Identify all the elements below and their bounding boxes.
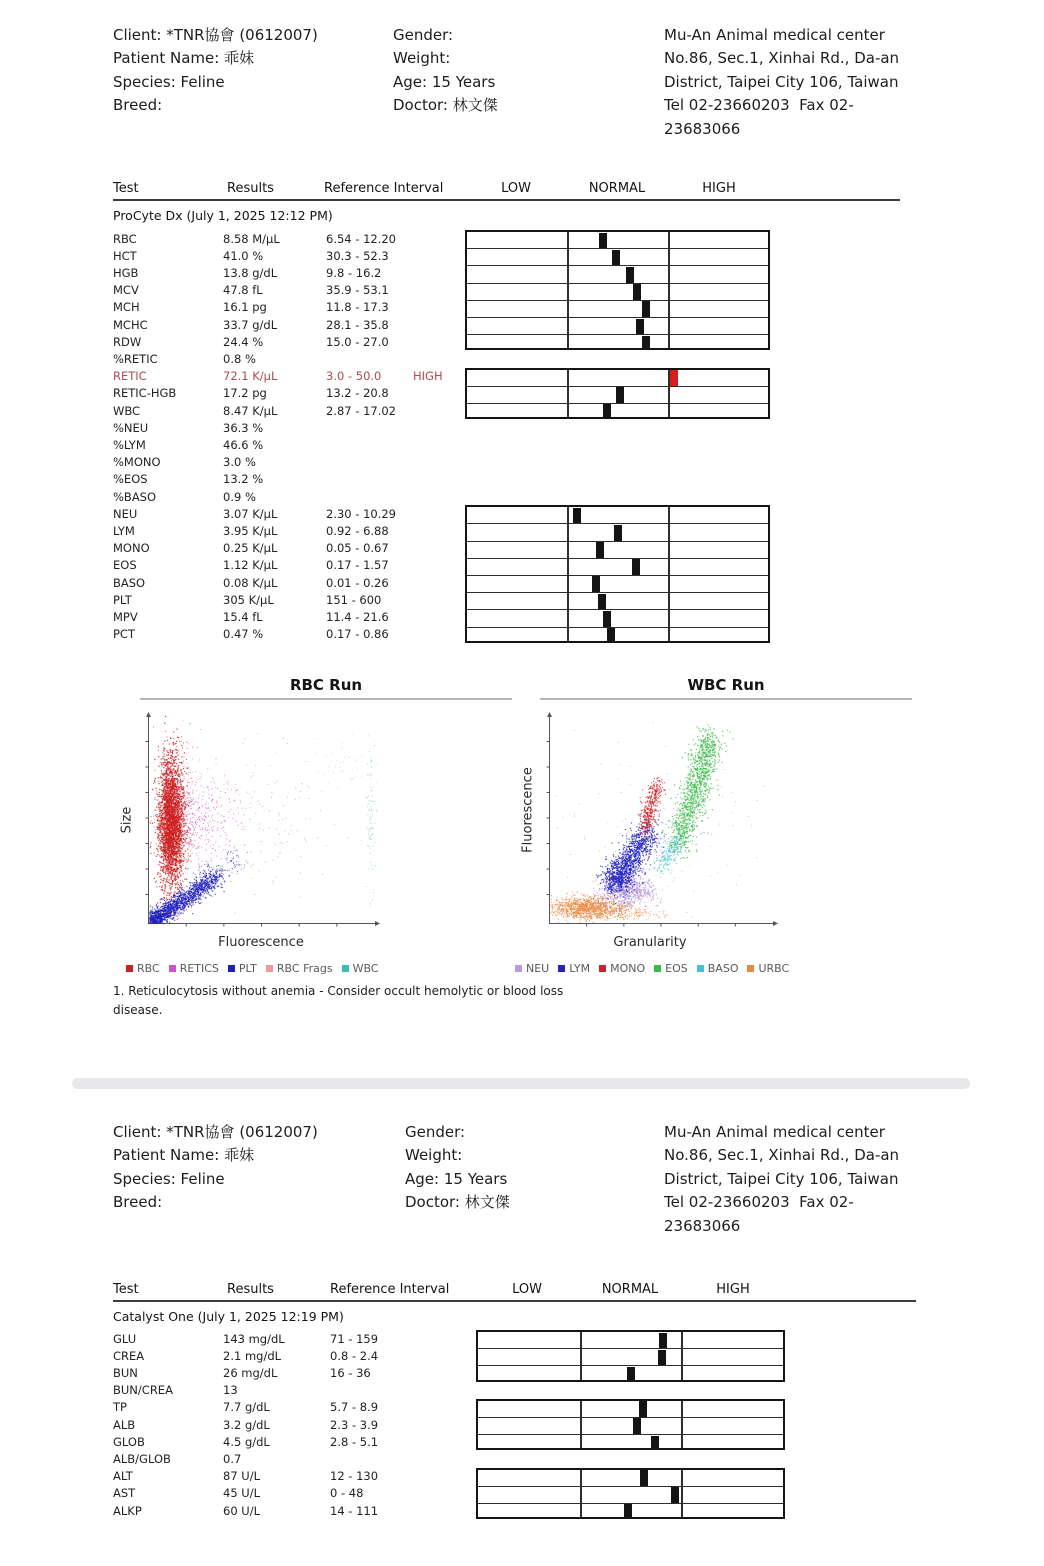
table-row-test: TP (113, 1400, 127, 1415)
result-marker (599, 233, 607, 249)
table-row-test: BASO (113, 575, 146, 590)
table-row-ref: 0.01 - 0.26 (326, 575, 389, 590)
range-bar-block (476, 1468, 785, 1520)
table-row-test: HCT (113, 248, 137, 263)
legend-item (342, 962, 379, 975)
table-row-ref: 2.8 - 5.1 (330, 1434, 379, 1449)
header-rule-page1 (113, 199, 900, 201)
table-row-ref: 0.17 - 0.86 (326, 627, 389, 642)
result-marker (573, 508, 581, 524)
interpretive-note: 1. Reticulocytosis without anemia - Consider occult hemolytic or blood loss disease. (113, 984, 564, 1017)
range-bar-row-divider (467, 300, 768, 301)
legend-label: MONO (610, 962, 646, 975)
table-row-result: 47.8 fL (223, 283, 263, 298)
legend-label: RBC Frags (276, 962, 333, 975)
column-header-normal: NORMAL (588, 181, 646, 196)
table-row-test: CREA (113, 1348, 145, 1363)
table-row-test: %NEU (113, 420, 149, 435)
header-line: Mu-An Animal medical center (664, 26, 885, 44)
rbc-run-ylabel: Size (119, 806, 135, 834)
rbc-run-legend (126, 962, 379, 975)
wbc-run-scatter (543, 712, 778, 930)
header-line: Client: *TNR協會 (0612007) (113, 1123, 318, 1141)
table-row-ref: 15.0 - 27.0 (326, 334, 389, 349)
header-line: Tel 02-23660203 Fax 02- (664, 96, 854, 115)
result-marker (592, 576, 600, 592)
table-row-test: AST (113, 1486, 136, 1501)
table-row-ref: 16 - 36 (330, 1365, 371, 1380)
range-zone-divider (681, 1332, 683, 1380)
legend-item (599, 962, 645, 975)
result-marker (633, 1418, 641, 1434)
result-marker (598, 594, 606, 610)
legend-swatch (599, 965, 606, 972)
column-header-low-2: LOW (512, 1282, 542, 1297)
column-header-results: Results (227, 181, 274, 196)
legend-swatch (654, 965, 661, 972)
table-row-test: PCT (113, 627, 135, 642)
result-marker (670, 370, 678, 386)
table-row-test: LYM (113, 523, 135, 538)
header-line: 23683066 (664, 119, 741, 138)
legend-label: RBC (137, 962, 160, 975)
legend-swatch (169, 965, 176, 972)
table-row-test: RETIC-HGB (113, 386, 177, 401)
table-row-ref: 28.1 - 35.8 (326, 317, 389, 332)
header-line: Patient Name: 乖妹 (113, 49, 255, 68)
wbc-run-legend (515, 962, 789, 975)
column-header-high: HIGH (702, 181, 736, 196)
wbc-run-ylabel: Fluorescence (520, 767, 536, 853)
range-bar-block (476, 1399, 785, 1451)
legend-label: WBC (352, 962, 379, 975)
header-line: No.86, Sec.1, Xinhai Rd., Da-an (664, 1146, 900, 1165)
table-row-ref: 2.30 - 10.29 (326, 506, 396, 521)
table-row-ref: 5.7 - 8.9 (330, 1400, 379, 1415)
table-row-result: 0.7 (223, 1451, 242, 1466)
table-row-result: 13.2 % (223, 472, 264, 487)
range-zone-divider (567, 370, 569, 418)
table-row-test: HGB (113, 265, 139, 280)
table-row-ref: 3.0 - 50.0 (326, 369, 382, 384)
header-line: Gender: (393, 26, 454, 44)
table-row-ref: 0.8 - 2.4 (330, 1348, 379, 1363)
table-row-test: ALB (113, 1417, 136, 1432)
range-bar-row-divider (467, 575, 768, 576)
range-bar-row-divider (478, 1486, 783, 1487)
table-row-test: MCV (113, 283, 139, 298)
table-row-result: 2.1 mg/dL (223, 1348, 282, 1363)
table-row-flag: HIGH (413, 369, 443, 384)
table-row-result: 305 K/µL (223, 592, 274, 607)
range-zone-divider (567, 507, 569, 641)
legend-item (697, 962, 739, 975)
result-marker (632, 559, 640, 575)
legend-swatch (747, 965, 754, 972)
table-row-test: MONO (113, 541, 150, 556)
legend-label: EOS (665, 962, 688, 975)
result-marker (659, 1333, 667, 1349)
table-row-test: WBC (113, 403, 141, 418)
result-marker (642, 301, 650, 317)
wbc-run-title-rule (540, 698, 912, 700)
result-marker (603, 404, 611, 419)
legend-item (126, 962, 160, 975)
table-row-test: NEU (113, 506, 138, 521)
range-bar-row-divider (467, 592, 768, 593)
range-bar-block (465, 505, 770, 643)
range-bar-row-divider (478, 1348, 783, 1349)
legend-label: BASO (707, 962, 739, 975)
table-row-result: 0.47 % (223, 627, 264, 642)
header-line: Client: *TNR協會 (0612007) (113, 26, 318, 44)
page-separator (72, 1078, 970, 1089)
table-row-ref: 0.05 - 0.67 (326, 541, 389, 556)
result-marker (651, 1436, 659, 1451)
table-row-test: %LYM (113, 437, 146, 452)
header-line: Patient Name: 乖妹 (113, 1146, 255, 1165)
table-row-test: MPV (113, 609, 138, 624)
table-row-ref: 30.3 - 52.3 (326, 248, 389, 263)
header-line: No.86, Sec.1, Xinhai Rd., Da-an (664, 49, 900, 68)
legend-label: LYM (569, 962, 591, 975)
legend-label: NEU (526, 962, 550, 975)
legend-label: URBC (758, 962, 790, 975)
legend-swatch (342, 965, 349, 972)
header-line: Breed: (113, 1193, 163, 1212)
table-row-test: ALB/GLOB (113, 1451, 171, 1466)
table-row-ref: 9.8 - 16.2 (326, 265, 382, 280)
table-row-result: 7.7 g/dL (223, 1400, 270, 1415)
table-row-test: BUN (113, 1365, 138, 1380)
result-marker (614, 525, 622, 541)
table-row-result: 0.9 % (223, 489, 256, 504)
header-line: District, Taipei City 106, Taiwan (664, 72, 899, 91)
table-row-test: %RETIC (113, 351, 158, 366)
legend-item (169, 962, 219, 975)
result-marker (658, 1350, 666, 1366)
range-bar-row-divider (467, 627, 768, 628)
table-row-result: 3.2 g/dL (223, 1417, 270, 1432)
table-row-test: RETIC (113, 369, 147, 384)
table-row-result: 0.25 K/µL (223, 541, 278, 556)
table-row-result: 26 mg/dL (223, 1365, 278, 1380)
table-row-test: RDW (113, 334, 142, 349)
header-line: Breed: (113, 96, 163, 115)
table-row-result: 45 U/L (223, 1486, 260, 1501)
table-row-ref: 2.87 - 17.02 (326, 403, 396, 418)
range-bar-row-divider (478, 1434, 783, 1435)
legend-item (654, 962, 688, 975)
wbc-run-title: WBC Run (687, 676, 765, 694)
table-row-result: 3.07 K/µL (223, 506, 278, 521)
table-row-ref: 11.4 - 21.6 (326, 609, 389, 624)
table-row-result: 4.5 g/dL (223, 1434, 270, 1449)
range-bar-row-divider (467, 265, 768, 266)
result-marker (596, 542, 604, 558)
range-bar-row-divider (467, 317, 768, 318)
column-header-reference-interval: Reference Interval (324, 181, 444, 196)
legend-item (558, 962, 590, 975)
table-row-ref: 0.92 - 6.88 (326, 523, 389, 538)
range-zone-divider (681, 1470, 683, 1518)
table-row-ref: 0.17 - 1.57 (326, 558, 389, 573)
header-line: Mu-An Animal medical center (664, 1123, 885, 1141)
range-bar-row-divider (467, 283, 768, 284)
rbc-run-title-rule (140, 698, 512, 700)
table-row-result: 13.8 g/dL (223, 265, 278, 280)
section-title-procyte: ProCyte Dx (July 1, 2025 12:12 PM) (113, 208, 333, 223)
range-zone-divider (681, 1401, 683, 1449)
table-row-result: 46.6 % (223, 437, 264, 452)
range-bar-row-divider (467, 558, 768, 559)
header-line: Age: 15 Years (393, 72, 496, 91)
header-line: Tel 02-23660203 Fax 02- (664, 1193, 854, 1212)
range-bar-block (465, 230, 770, 350)
legend-swatch (515, 965, 522, 972)
table-row-test: ALT (113, 1469, 133, 1484)
result-marker (636, 319, 644, 335)
table-row-test: ALKP (113, 1503, 142, 1518)
result-marker (671, 1487, 679, 1503)
table-row-result: 33.7 g/dL (223, 317, 278, 332)
header-line: District, Taipei City 106, Taiwan (664, 1169, 899, 1188)
range-zone-divider (668, 232, 670, 348)
legend-swatch (558, 965, 565, 972)
header-line: Doctor: 林文傑 (405, 1193, 510, 1212)
result-marker (607, 628, 615, 643)
result-marker (639, 1401, 647, 1417)
table-row-result: 41.0 % (223, 248, 264, 263)
legend-swatch (266, 965, 273, 972)
result-marker (616, 387, 624, 403)
header-line: 23683066 (664, 1216, 741, 1235)
header-line: Gender: (405, 1123, 466, 1141)
range-zone-divider (580, 1401, 582, 1449)
range-bar-block (465, 368, 770, 420)
rbc-run-title: RBC Run (289, 676, 363, 694)
rbc-run-scatter (142, 712, 380, 930)
result-marker (626, 267, 634, 283)
legend-swatch (126, 965, 133, 972)
header-line: Weight: (405, 1146, 463, 1165)
legend-item (515, 962, 549, 975)
legend-item (747, 962, 789, 975)
header-line: Doctor: 林文傑 (393, 96, 498, 115)
table-row-result: 15.4 fL (223, 609, 263, 624)
table-row-test: GLU (113, 1331, 137, 1346)
legend-label: RETICS (179, 962, 219, 975)
wbc-run-xlabel: Granularity (613, 935, 687, 950)
table-row-ref: 0 - 48 (330, 1486, 364, 1501)
table-row-ref: 12 - 130 (330, 1469, 379, 1484)
column-header-high-2: HIGH (716, 1282, 750, 1297)
table-row-result: 3.0 % (223, 455, 256, 470)
result-marker (640, 1470, 648, 1486)
table-row-ref: 2.3 - 3.9 (330, 1417, 379, 1432)
table-row-test: PLT (113, 592, 132, 607)
range-zone-divider (668, 507, 670, 641)
table-row-ref: 6.54 - 12.20 (326, 231, 396, 246)
table-row-result: 13 (223, 1383, 238, 1398)
header-line: Age: 15 Years (405, 1169, 508, 1188)
result-marker (612, 250, 620, 266)
column-header-test-2: Test (113, 1282, 139, 1297)
table-row-test: GLOB (113, 1434, 145, 1449)
column-header-test: Test (113, 181, 139, 196)
range-bar-row-divider (478, 1417, 783, 1418)
table-row-result: 8.58 M/µL (223, 231, 280, 246)
table-row-test: MCHC (113, 317, 148, 332)
table-row-result: 0.8 % (223, 351, 256, 366)
column-header-low: LOW (501, 181, 531, 196)
header-line: Weight: (393, 49, 451, 68)
result-marker (627, 1367, 635, 1382)
table-row-result: 72.1 K/µL (223, 369, 278, 384)
table-row-ref: 35.9 - 53.1 (326, 283, 389, 298)
table-row-result: 3.95 K/µL (223, 523, 278, 538)
table-row-result: 24.4 % (223, 334, 264, 349)
rbc-run-xlabel: Fluorescence (218, 935, 304, 950)
range-zone-divider (580, 1470, 582, 1518)
result-marker (603, 611, 611, 627)
result-marker (624, 1504, 632, 1519)
header-line: Species: Feline (113, 72, 225, 91)
table-row-result: 1.12 K/µL (223, 558, 278, 573)
range-bar-block (476, 1330, 785, 1382)
result-marker (642, 336, 650, 351)
range-zone-divider (567, 232, 569, 348)
legend-item (266, 962, 333, 975)
column-header-results-2: Results (227, 1282, 274, 1297)
header-line: Species: Feline (113, 1169, 225, 1188)
table-row-test: %EOS (113, 472, 148, 487)
table-row-ref: 11.8 - 17.3 (326, 300, 389, 315)
column-header-reference-interval-2: Reference Interval (330, 1282, 450, 1297)
table-row-result: 0.08 K/µL (223, 575, 278, 590)
legend-item (228, 962, 257, 975)
table-row-test: MCH (113, 300, 140, 315)
header-rule-page2 (113, 1300, 916, 1302)
range-bar-row-divider (467, 609, 768, 610)
table-row-result: 16.1 pg (223, 300, 267, 315)
table-row-test: %MONO (113, 455, 161, 470)
table-row-ref: 71 - 159 (330, 1331, 379, 1346)
table-row-test: %BASO (113, 489, 157, 504)
legend-swatch (697, 965, 704, 972)
table-row-ref: 14 - 111 (330, 1503, 379, 1518)
table-row-result: 60 U/L (223, 1503, 260, 1518)
range-bar-row-divider (467, 403, 768, 404)
table-row-test: BUN/CREA (113, 1383, 173, 1398)
table-row-result: 143 mg/dL (223, 1331, 285, 1346)
table-row-result: 17.2 pg (223, 386, 267, 401)
section-title-catalyst: Catalyst One (July 1, 2025 12:19 PM) (113, 1309, 344, 1324)
table-row-ref: 13.2 - 20.8 (326, 386, 389, 401)
table-row-test: RBC (113, 231, 137, 246)
table-row-ref: 151 - 600 (326, 592, 382, 607)
column-header-normal-2: NORMAL (601, 1282, 659, 1297)
table-row-result: 8.47 K/µL (223, 403, 278, 418)
legend-label: PLT (238, 962, 257, 975)
table-row-result: 36.3 % (223, 420, 264, 435)
range-bar-row-divider (467, 541, 768, 542)
range-zone-divider (580, 1332, 582, 1380)
range-bar-row-divider (467, 334, 768, 335)
table-row-test: EOS (113, 558, 137, 573)
table-row-result: 87 U/L (223, 1469, 260, 1484)
result-marker (633, 284, 641, 300)
legend-swatch (228, 965, 235, 972)
